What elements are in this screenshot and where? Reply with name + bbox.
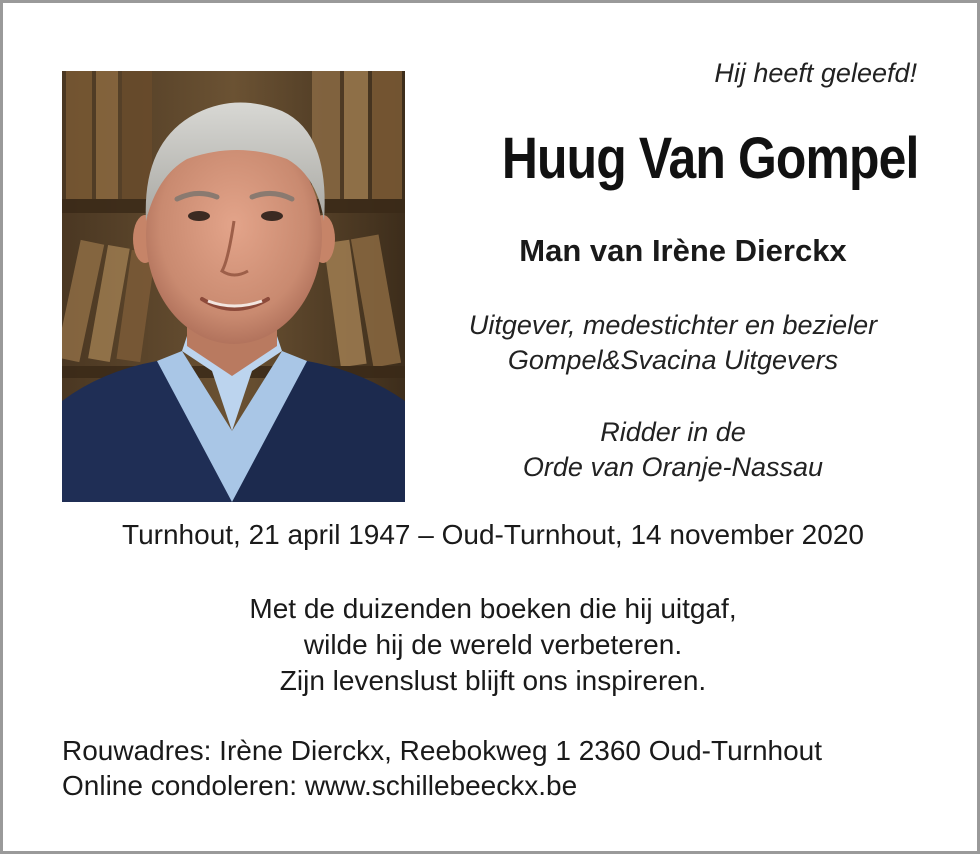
life-dates: Turnhout, 21 april 1947 – Oud-Turnhout, 14 november 2020 [122, 519, 864, 550]
role-line-2: Gompel&Svacina Uitgevers [507, 345, 839, 375]
deceased-name: Huug Van Gompel [501, 126, 918, 191]
verse-line-1: Met de duizenden boeken die hij uitgaf, [249, 593, 737, 624]
motto-text: Hij heeft geleefd! [714, 58, 917, 88]
honor-line-2: Orde van Oranje-Nassau [522, 452, 824, 482]
footer-info [62, 733, 822, 803]
honor-description [423, 415, 923, 485]
honor-line-1: Ridder in de [600, 417, 746, 447]
spouse-line: Man van Irène Dierckx [519, 233, 847, 268]
mourning-address: Rouwadres: Irène Dierckx, Reebokweg 1 2360 Oud-Turnhout [62, 735, 823, 766]
condolence-link[interactable]: Online condoleren: www.schillebeeckx.be [62, 770, 578, 801]
portrait-illustration [62, 71, 405, 502]
verse-line-3: Zijn levenslust blijft ons inspireren. [279, 665, 707, 696]
role-line-1: Uitgever, medestichter en bezieler [468, 310, 878, 340]
verse-line-2: wilde hij de wereld verbeteren. [303, 629, 683, 660]
memorial-verse [3, 591, 980, 699]
portrait-photo [62, 71, 405, 502]
role-description [423, 308, 923, 378]
